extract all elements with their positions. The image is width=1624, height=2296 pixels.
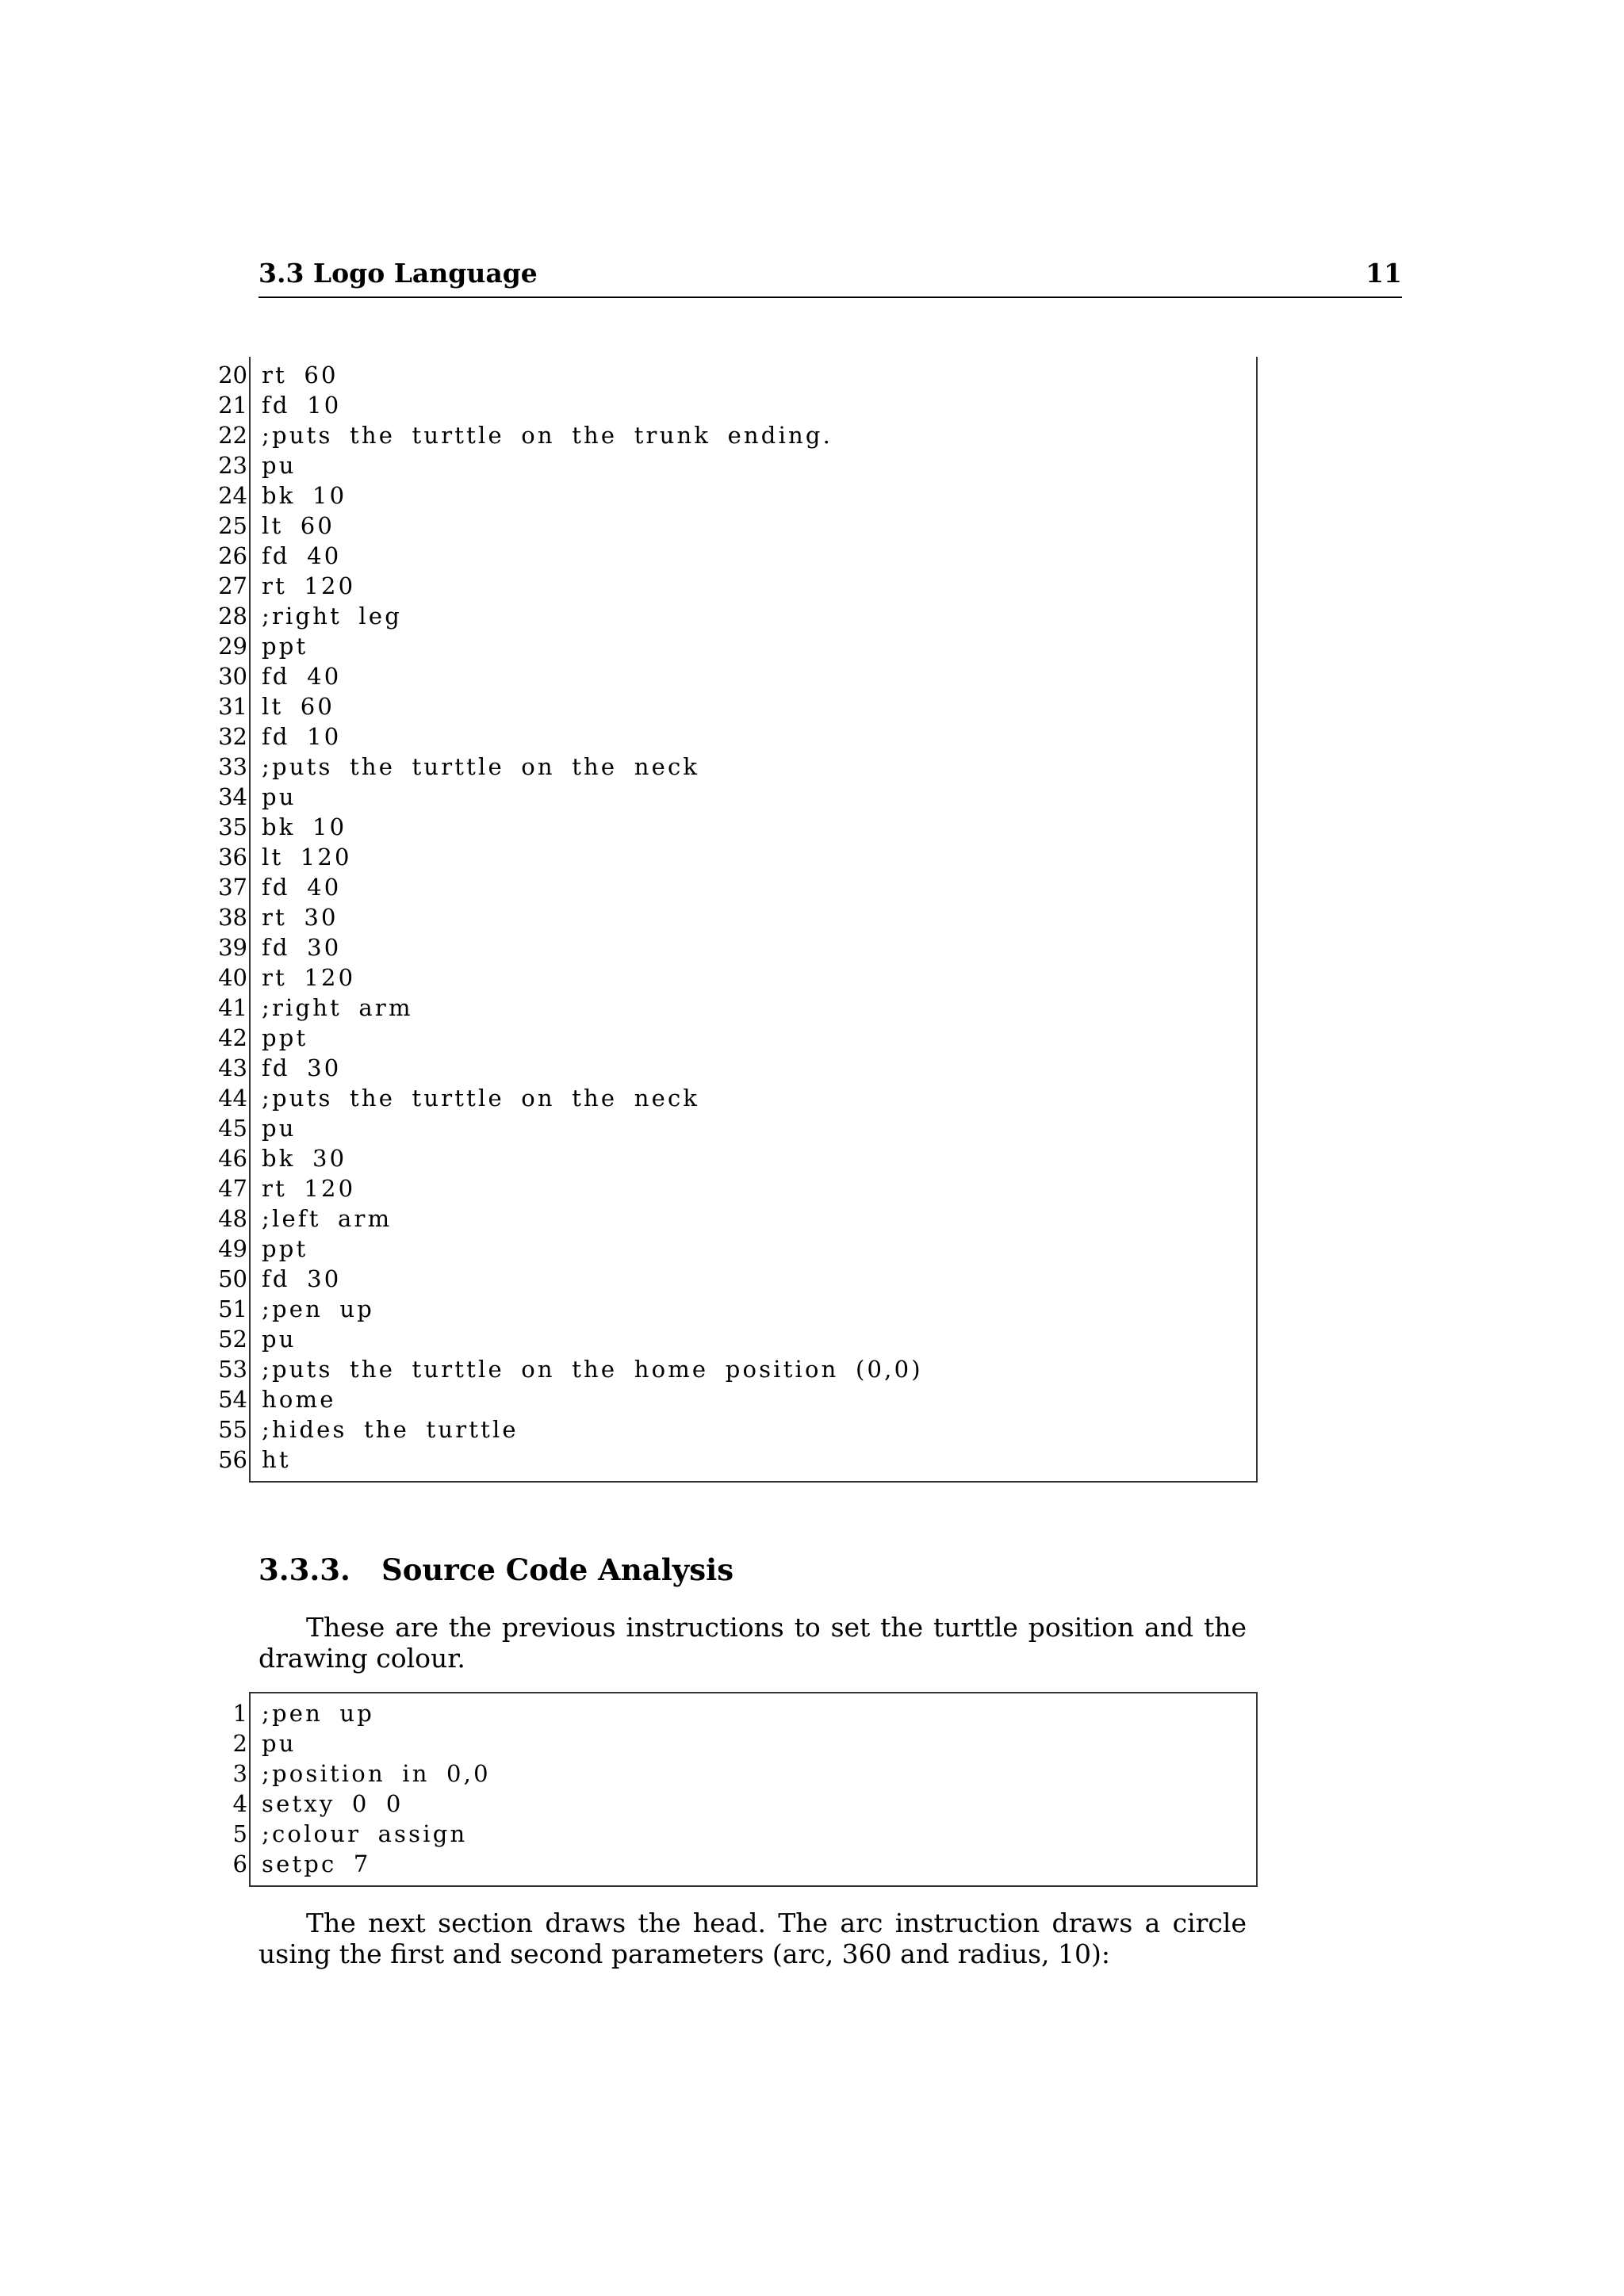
- intro-paragraph: These are the previous instructions to set the turttle position and the drawing colour.: [259, 1612, 1247, 1674]
- code-text: bk 10: [262, 813, 347, 840]
- line-number: 56: [218, 1446, 247, 1473]
- code-text: lt 60: [262, 693, 335, 720]
- line-number: 41: [218, 994, 247, 1021]
- line-number: 42: [218, 1024, 247, 1051]
- code-text: fd 40: [262, 663, 342, 690]
- code-text: ht: [262, 1446, 291, 1473]
- line-number: 43: [218, 1054, 247, 1081]
- line-number: 53: [218, 1356, 247, 1383]
- line-number: 6: [232, 1850, 247, 1877]
- code-line: [218, 932, 1256, 962]
- code-line: [218, 1294, 1256, 1324]
- code-text: ;puts the turttle on the neck: [262, 753, 700, 780]
- code-text: fd 30: [262, 934, 342, 961]
- code-line: [218, 1143, 1256, 1173]
- code-line: [218, 480, 1256, 511]
- code-line: [232, 1728, 1256, 1758]
- code-line: [218, 1324, 1256, 1354]
- code-text: fd 10: [262, 723, 342, 750]
- line-number: 2: [232, 1730, 247, 1757]
- running-section-title: 3.3 Logo Language: [259, 258, 538, 289]
- code-text: setpc 7: [262, 1850, 371, 1877]
- line-number: 1: [232, 1700, 247, 1727]
- line-number: 35: [218, 813, 247, 840]
- code-line: [232, 1819, 1256, 1849]
- code-line: [218, 752, 1256, 782]
- code-text: ppt: [262, 633, 308, 660]
- code-line: [218, 1023, 1256, 1053]
- line-number: 30: [218, 663, 247, 690]
- line-number: 39: [218, 934, 247, 961]
- code-text: rt 120: [262, 964, 356, 991]
- code-line: [218, 691, 1256, 721]
- code-line: [218, 1234, 1256, 1264]
- code-line: [218, 872, 1256, 902]
- page-number: 11: [1365, 258, 1402, 289]
- code-line: [218, 631, 1256, 661]
- code-line: [218, 1445, 1256, 1475]
- code-text: ;left arm: [262, 1205, 393, 1232]
- line-number: 23: [218, 452, 247, 479]
- code-text: ppt: [262, 1024, 308, 1051]
- line-number: 29: [218, 633, 247, 660]
- code-text: fd 30: [262, 1054, 342, 1081]
- code-line: [232, 1698, 1256, 1728]
- code-text: fd 30: [262, 1265, 342, 1292]
- line-number: 45: [218, 1115, 247, 1142]
- line-number: 22: [218, 422, 247, 449]
- line-number: 26: [218, 542, 247, 569]
- code-text: setxy 0 0: [262, 1790, 404, 1817]
- line-number: 47: [218, 1175, 247, 1202]
- line-number: 37: [218, 874, 247, 901]
- line-number: 5: [232, 1820, 247, 1847]
- code-text: home: [262, 1386, 336, 1413]
- line-number: 52: [218, 1326, 247, 1353]
- code-text: lt 60: [262, 512, 335, 539]
- code-line: [218, 1203, 1256, 1234]
- code-text: ;hides the turttle: [262, 1416, 519, 1443]
- line-number: 28: [218, 603, 247, 629]
- code-line: [218, 993, 1256, 1023]
- line-number: 48: [218, 1205, 247, 1232]
- code-line: [232, 1789, 1256, 1819]
- code-text: rt 30: [262, 904, 339, 931]
- code-line: [218, 1264, 1256, 1294]
- code-line: [218, 721, 1256, 752]
- line-number: 50: [218, 1265, 247, 1292]
- line-number: 32: [218, 723, 247, 750]
- code-line: [218, 420, 1256, 450]
- code-line: [218, 1354, 1256, 1384]
- code-text: ;puts the turttle on the trunk ending.: [262, 422, 833, 449]
- line-number: 38: [218, 904, 247, 931]
- line-number: 54: [218, 1386, 247, 1413]
- code-line: [218, 1384, 1256, 1414]
- code-text: bk 30: [262, 1145, 347, 1172]
- code-line: [218, 962, 1256, 993]
- code-text: ;right leg: [262, 603, 403, 629]
- line-number: 21: [218, 392, 247, 419]
- code-text: pu: [262, 1326, 297, 1353]
- code-text: ;right arm: [262, 994, 413, 1021]
- code-line: [218, 1414, 1256, 1445]
- line-number: 40: [218, 964, 247, 991]
- code-text: pu: [262, 1115, 297, 1142]
- line-number: 27: [218, 572, 247, 599]
- code-line: [218, 782, 1256, 812]
- code-line: [218, 812, 1256, 842]
- line-number: 49: [218, 1235, 247, 1262]
- section-title: Source Code Analysis: [381, 1552, 734, 1587]
- code-text: ;puts the turttle on the neck: [262, 1085, 700, 1112]
- code-text: bk 10: [262, 482, 347, 509]
- code-text: ;pen up: [262, 1700, 375, 1727]
- code-line: [218, 1173, 1256, 1203]
- line-number: 34: [218, 783, 247, 810]
- code-line: [218, 511, 1256, 541]
- code-text: rt 120: [262, 1175, 356, 1202]
- line-number: 31: [218, 693, 247, 720]
- code-text: pu: [262, 783, 297, 810]
- code-text: rt 60: [262, 362, 339, 388]
- code-line: [218, 1053, 1256, 1083]
- code-line: [218, 601, 1256, 631]
- code-line: [218, 902, 1256, 932]
- line-number: 51: [218, 1295, 247, 1322]
- code-line: [218, 1083, 1256, 1113]
- head-paragraph: The next section draws the head. The arc instruction draws a circle using the first and second parameters (arc, 360 and radius, 10):: [259, 1908, 1247, 1969]
- line-number: 36: [218, 844, 247, 871]
- code-listing-continued: [218, 357, 1258, 1483]
- line-number: 33: [218, 753, 247, 780]
- code-text: fd 10: [262, 392, 342, 419]
- code-text: ;puts the turttle on the home position (0,0): [262, 1356, 923, 1383]
- code-text: fd 40: [262, 874, 342, 901]
- line-number: 4: [232, 1790, 247, 1817]
- code-text: lt 120: [262, 844, 352, 871]
- line-number: 20: [218, 362, 247, 388]
- code-line: [218, 450, 1256, 480]
- code-text: pu: [262, 452, 297, 479]
- code-text: rt 120: [262, 572, 356, 599]
- line-number: 46: [218, 1145, 247, 1172]
- code-text: ;pen up: [262, 1295, 375, 1322]
- code-listing-setup: [232, 1692, 1258, 1887]
- running-header: [259, 255, 1402, 298]
- section-heading: [259, 1550, 733, 1590]
- code-text: ppt: [262, 1235, 308, 1262]
- section-number: 3.3.3.: [259, 1552, 350, 1587]
- line-number: 44: [218, 1085, 247, 1112]
- code-line: [218, 360, 1256, 390]
- line-number: 25: [218, 512, 247, 539]
- code-line: [218, 390, 1256, 420]
- code-line: [232, 1758, 1256, 1789]
- code-text: ;position in 0,0: [262, 1760, 491, 1787]
- line-number: 3: [232, 1760, 247, 1787]
- code-text: ;colour assign: [262, 1820, 468, 1847]
- line-number: 55: [218, 1416, 247, 1443]
- code-line: [218, 842, 1256, 872]
- code-text: pu: [262, 1730, 297, 1757]
- line-number: 24: [218, 482, 247, 509]
- code-line: [218, 1113, 1256, 1143]
- code-line: [218, 661, 1256, 691]
- code-line: [232, 1849, 1256, 1879]
- code-text: fd 40: [262, 542, 342, 569]
- code-line: [218, 541, 1256, 571]
- code-line: [218, 571, 1256, 601]
